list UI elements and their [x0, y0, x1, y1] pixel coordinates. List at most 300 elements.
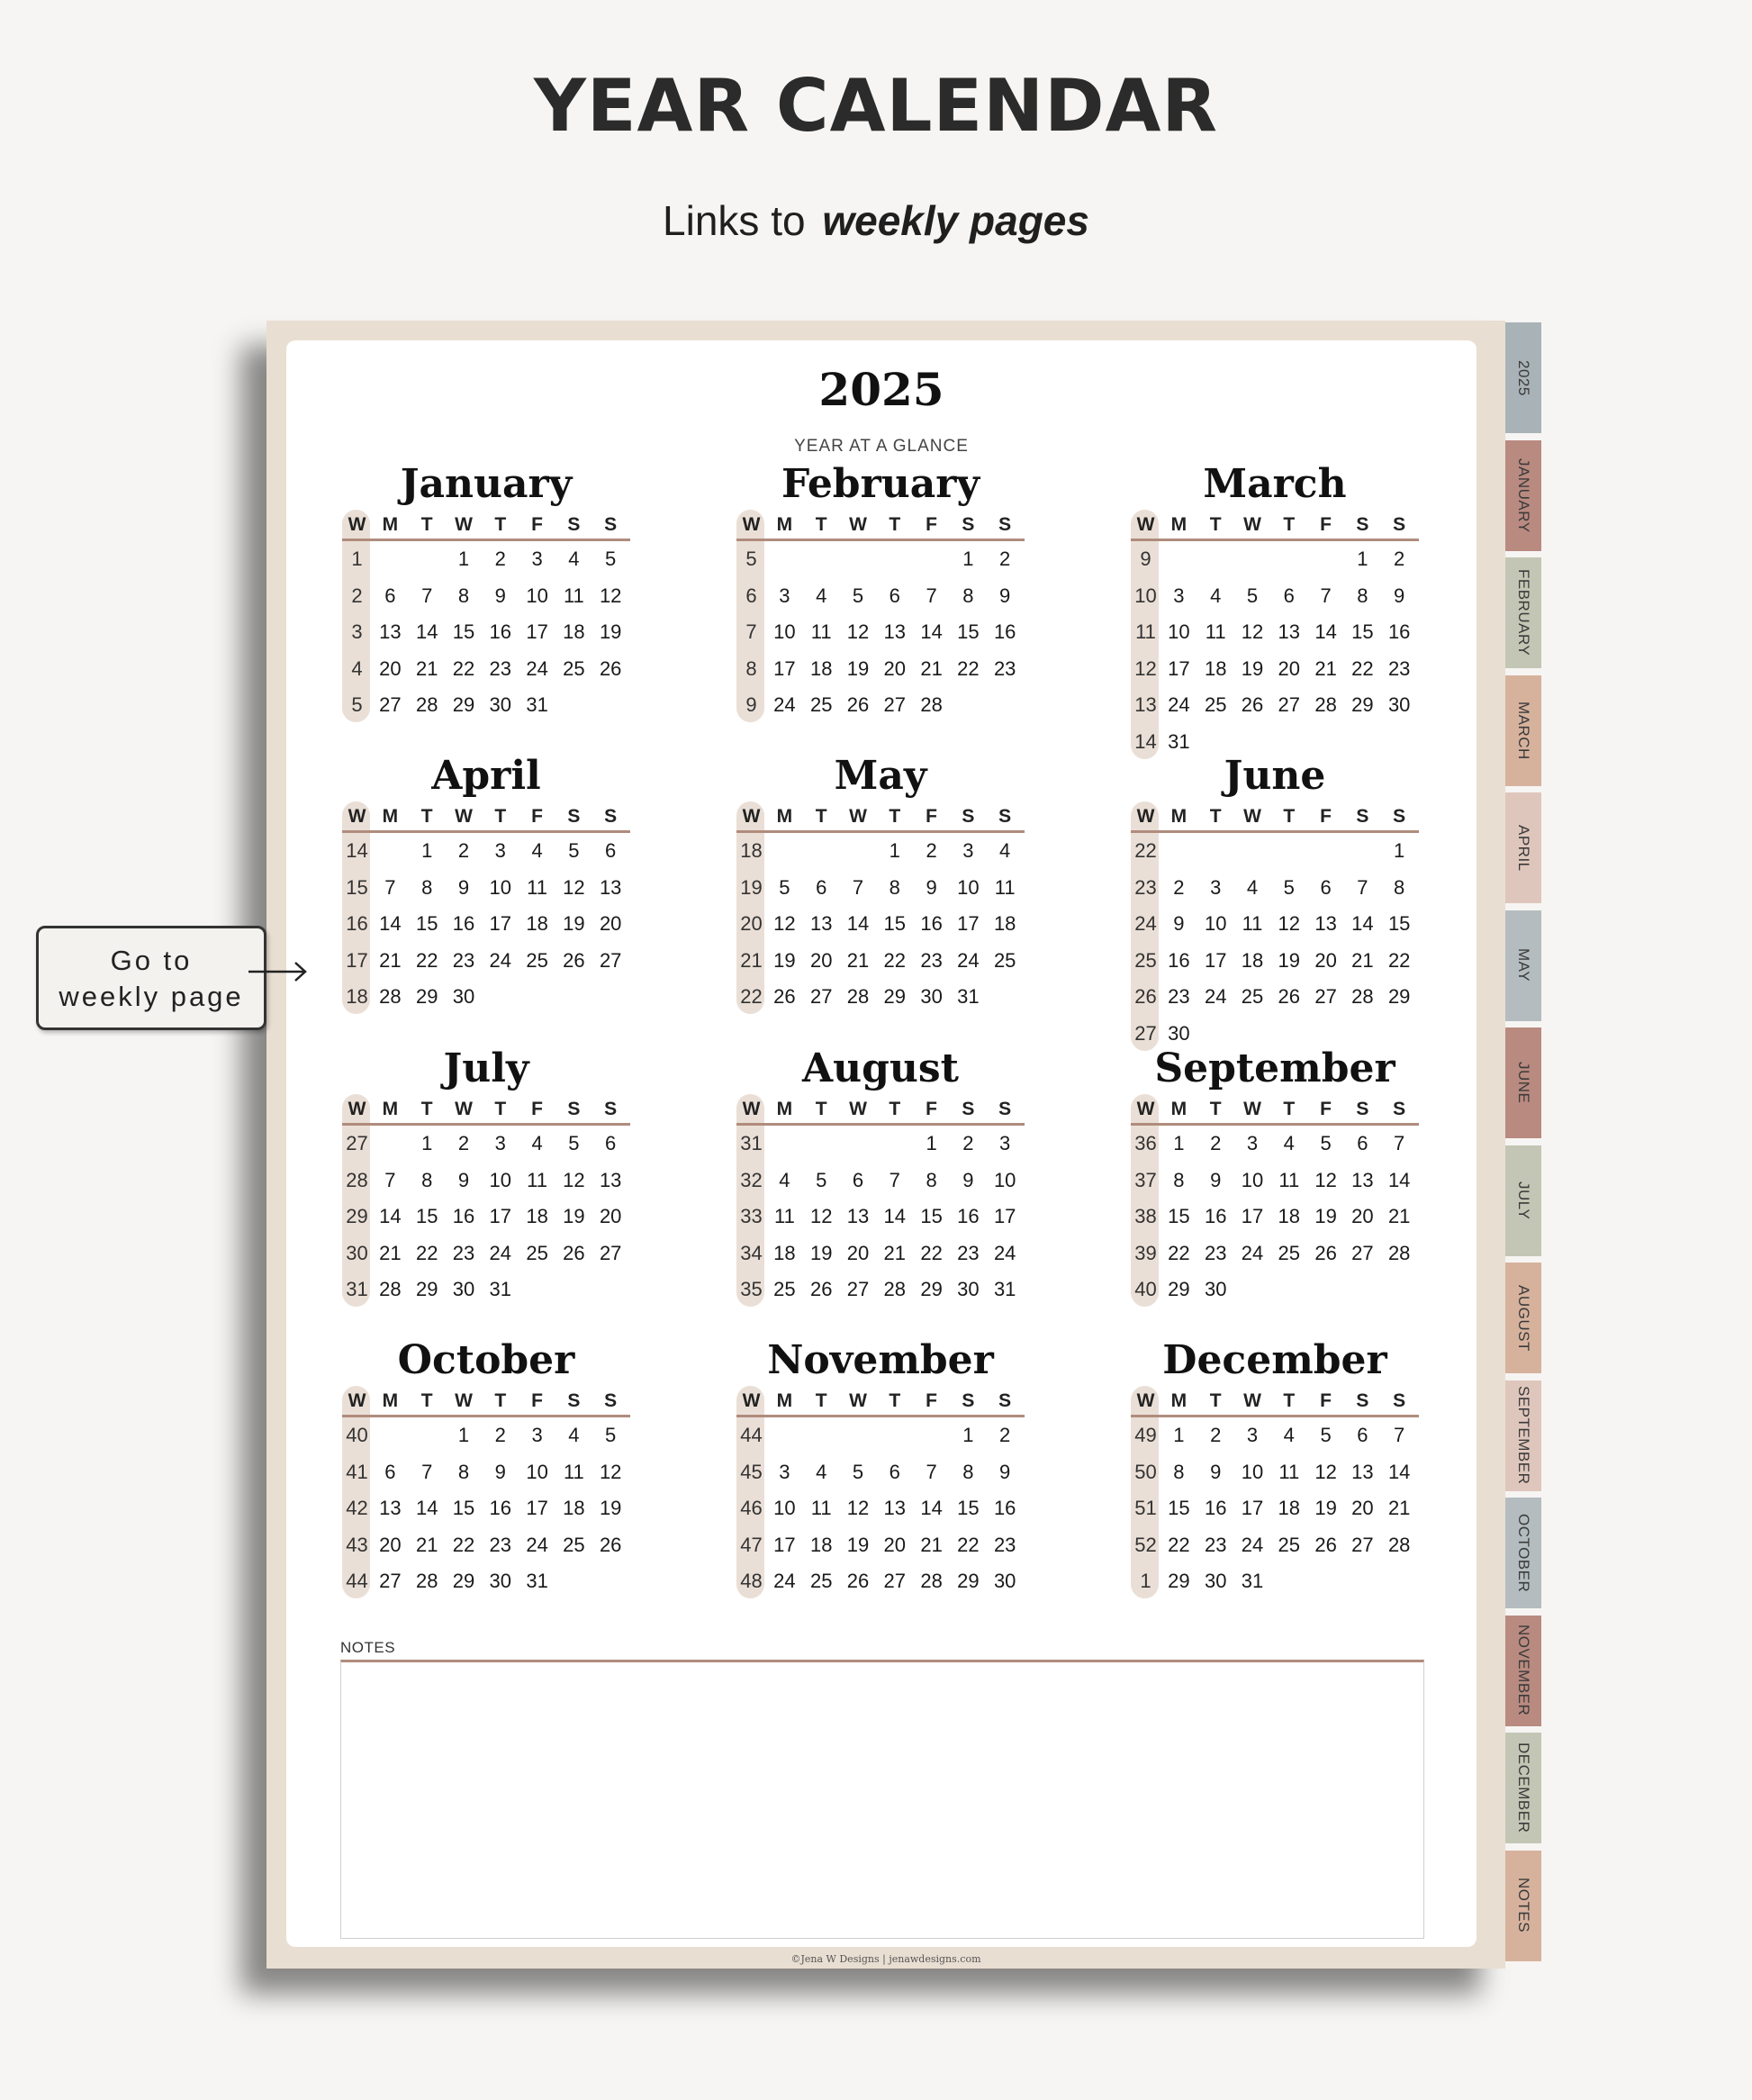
week-row [736, 870, 1025, 907]
week-number-header: W [742, 1099, 761, 1119]
week-number-link[interactable]: 12 [1134, 656, 1157, 680]
day-cell: 24 [489, 1241, 512, 1264]
tab-2025[interactable] [1505, 322, 1541, 436]
week-number-link[interactable]: 31 [346, 1278, 368, 1301]
day-cell: 2 [494, 1424, 506, 1446]
day-cell: 6 [889, 1460, 900, 1483]
weekday-header [736, 803, 1025, 833]
weekday-label: S [962, 514, 975, 535]
day-cell: 12 [563, 1168, 585, 1191]
weekday-label: M [776, 806, 793, 827]
weekday-label: T [1209, 806, 1222, 827]
day-cell: 15 [957, 620, 980, 644]
tab-september[interactable] [1505, 1380, 1541, 1494]
day-cell: 12 [1314, 1168, 1337, 1191]
day-cell: 4 [531, 1132, 543, 1154]
day-cell: 17 [993, 1205, 1016, 1228]
month-name[interactable]: May [834, 753, 927, 799]
tab-march[interactable] [1505, 675, 1541, 789]
day-cell [1270, 833, 1307, 870]
week-number-link[interactable]: 41 [346, 1460, 368, 1483]
week-number-link[interactable]: 8 [745, 656, 757, 680]
weekday-label: T [1209, 1099, 1222, 1119]
week-number-link[interactable]: 17 [346, 948, 368, 972]
tab-november[interactable] [1505, 1616, 1541, 1729]
week-number-link[interactable]: 46 [740, 1497, 763, 1520]
tab-july[interactable] [1505, 1145, 1541, 1259]
day-cell: 27 [1314, 985, 1337, 1009]
day-cell: 11 [563, 584, 584, 607]
weekday-label: S [1393, 806, 1406, 827]
day-cell: 29 [957, 1570, 980, 1593]
week-number-link[interactable]: 9 [745, 693, 757, 717]
day-cell: 12 [599, 584, 622, 607]
weekday-header [342, 1096, 630, 1126]
week-number-link[interactable]: 23 [1134, 875, 1157, 899]
month-name[interactable]: August [802, 1045, 959, 1091]
day-cell [840, 1417, 877, 1454]
week-number-link[interactable]: 27 [346, 1132, 368, 1154]
day-cell: 27 [883, 693, 907, 717]
day-cell: 23 [993, 1533, 1016, 1556]
week-number-link[interactable]: 38 [1134, 1205, 1157, 1228]
week-number-link[interactable]: 43 [346, 1533, 368, 1556]
day-cell: 23 [957, 1241, 980, 1264]
day-cell: 9 [1173, 912, 1185, 936]
day-cell: 13 [599, 1168, 622, 1191]
week-number-link[interactable]: 7 [745, 620, 757, 644]
week-row [736, 1563, 1025, 1600]
day-cell: 10 [957, 875, 980, 899]
day-cell: 28 [1387, 1241, 1411, 1264]
week-number-link[interactable]: 22 [1134, 839, 1157, 862]
day-cell: 11 [1278, 1460, 1300, 1483]
week-row [1131, 1490, 1419, 1527]
day-cell [1234, 1272, 1271, 1308]
week-number-link[interactable]: 51 [1134, 1497, 1157, 1520]
day-cell: 22 [1351, 656, 1374, 680]
month-name[interactable]: September [1154, 1045, 1395, 1091]
day-cell [409, 1417, 446, 1454]
weekday-label: F [926, 514, 937, 535]
month-name[interactable]: February [781, 461, 980, 507]
tab-august[interactable] [1505, 1263, 1541, 1376]
month-name[interactable]: April [431, 753, 541, 799]
week-row [1131, 1527, 1419, 1564]
day-cell: 7 [421, 584, 433, 607]
day-cell: 24 [1241, 1241, 1264, 1264]
day-cell: 26 [773, 985, 796, 1009]
weekday-label: F [926, 1390, 937, 1411]
weekday-label: M [1170, 1390, 1188, 1411]
day-cell: 4 [531, 839, 543, 862]
week-number-link[interactable]: 16 [346, 912, 368, 936]
day-cell: 27 [599, 1241, 622, 1264]
week-row [342, 541, 630, 578]
week-number-link[interactable]: 45 [740, 1460, 763, 1483]
month-january [342, 459, 630, 744]
week-number-link[interactable]: 18 [740, 839, 763, 862]
week-number-link[interactable]: 13 [1134, 693, 1157, 717]
day-cell: 3 [999, 1132, 1011, 1154]
week-row [736, 687, 1025, 724]
day-cell: 27 [599, 948, 622, 972]
day-cell [555, 687, 592, 724]
day-cell: 5 [1283, 875, 1295, 899]
day-cell [1344, 833, 1381, 870]
week-row [1131, 1163, 1419, 1199]
day-cell: 19 [599, 620, 622, 644]
day-cell: 13 [379, 1497, 402, 1520]
weekday-label: T [889, 514, 901, 535]
week-number-link[interactable]: 3 [351, 620, 363, 644]
day-cell: 24 [1204, 985, 1227, 1009]
tab-february[interactable] [1505, 557, 1541, 671]
weekday-label: M [776, 514, 793, 535]
day-cell: 16 [452, 1205, 475, 1228]
day-cell: 19 [1314, 1205, 1337, 1228]
day-cell: 11 [994, 875, 1016, 899]
day-cell: 14 [415, 620, 438, 644]
day-cell: 8 [926, 1168, 937, 1191]
tab-december[interactable] [1505, 1733, 1541, 1846]
week-number-link[interactable]: 39 [1134, 1241, 1157, 1264]
day-cell: 26 [1314, 1533, 1337, 1556]
weekday-label: F [1320, 1099, 1332, 1119]
day-cell: 22 [415, 948, 438, 972]
week-row [1131, 1417, 1419, 1454]
weekday-label: W [1243, 514, 1261, 535]
day-cell: 10 [526, 584, 548, 607]
week-number-link[interactable]: 22 [740, 985, 763, 1009]
day-cell [766, 541, 803, 578]
weekday-label: W [455, 1099, 473, 1119]
tab-label: AUGUST [1515, 1284, 1532, 1352]
week-row [1131, 1563, 1419, 1600]
week-number-link[interactable]: 52 [1134, 1533, 1157, 1556]
day-cell: 26 [599, 656, 622, 680]
week-number-link[interactable]: 5 [745, 548, 757, 570]
day-cell: 14 [379, 1205, 402, 1228]
month-name[interactable]: January [400, 461, 573, 507]
week-number-link[interactable]: 19 [740, 875, 763, 899]
year-title: 2025 [818, 363, 944, 416]
week-number-link[interactable]: 49 [1134, 1424, 1157, 1446]
month-name[interactable]: July [443, 1045, 529, 1091]
day-cell: 8 [457, 1460, 470, 1483]
week-number-link[interactable]: 48 [740, 1570, 763, 1593]
tab-notes[interactable] [1505, 1851, 1541, 1964]
day-cell: 31 [526, 1570, 548, 1593]
day-cell: 8 [457, 584, 470, 607]
day-cell [555, 979, 592, 1016]
tab-label: APRIL [1515, 824, 1532, 872]
month-name[interactable]: October [397, 1337, 575, 1383]
day-cell: 20 [809, 948, 833, 972]
weekday-label: S [567, 514, 581, 535]
day-cell: 19 [563, 1205, 585, 1228]
week-number-link[interactable]: 14 [1134, 730, 1157, 753]
day-cell: 22 [1387, 948, 1411, 972]
week-number-link[interactable]: 14 [346, 839, 368, 862]
day-cell: 11 [527, 875, 547, 899]
week-number-link[interactable]: 40 [346, 1424, 368, 1446]
week-number-link[interactable]: 40 [1134, 1278, 1157, 1301]
week-number-link[interactable]: 1 [1140, 1570, 1151, 1593]
weekday-header [1131, 1388, 1419, 1417]
day-cell: 12 [846, 1497, 870, 1520]
day-cell: 5 [816, 1168, 827, 1191]
weekday-label: T [1209, 1390, 1222, 1411]
week-number-link[interactable]: 4 [351, 656, 363, 680]
day-cell: 13 [1278, 620, 1301, 644]
day-cell [372, 1417, 409, 1454]
day-cell: 16 [1168, 948, 1190, 972]
day-cell: 23 [1204, 1533, 1227, 1556]
week-number-link[interactable]: 32 [740, 1168, 763, 1191]
day-cell: 10 [1241, 1168, 1264, 1191]
day-cell: 1 [889, 839, 900, 862]
subtitle-prefix: Links to [663, 197, 806, 244]
day-cell: 10 [993, 1168, 1016, 1191]
day-cell [876, 1417, 913, 1454]
day-cell: 8 [1394, 875, 1405, 899]
weekday-label: T [815, 1099, 827, 1119]
day-cell: 6 [889, 584, 900, 607]
week-number-link[interactable]: 1 [351, 548, 363, 570]
tab-may[interactable] [1505, 910, 1541, 1024]
week-number-link[interactable]: 20 [740, 912, 763, 936]
day-cell [803, 1126, 840, 1163]
day-cell [1197, 833, 1234, 870]
week-number-link[interactable]: 44 [346, 1570, 368, 1593]
week-number-link[interactable]: 34 [740, 1241, 763, 1264]
weekday-label: M [1170, 514, 1188, 535]
day-cell: 28 [1314, 693, 1337, 717]
day-cell [1234, 833, 1271, 870]
week-number-link[interactable]: 11 [1135, 620, 1156, 644]
weekday-label: S [998, 806, 1012, 827]
week-row [342, 833, 630, 870]
day-cell: 15 [1168, 1497, 1190, 1520]
week-number-link[interactable]: 18 [346, 985, 368, 1009]
week-number-link[interactable]: 33 [740, 1205, 763, 1228]
month-name[interactable]: November [767, 1337, 994, 1383]
day-cell [803, 1417, 840, 1454]
day-cell: 10 [773, 1497, 796, 1520]
tab-january[interactable] [1505, 440, 1541, 554]
week-number-link[interactable]: 30 [346, 1241, 368, 1264]
week-number-link[interactable]: 9 [1140, 548, 1151, 570]
day-cell: 30 [1204, 1570, 1227, 1593]
day-cell: 29 [883, 985, 907, 1009]
weekday-label: F [1320, 1390, 1332, 1411]
tab-june[interactable] [1505, 1027, 1541, 1141]
week-row [1131, 1272, 1419, 1308]
day-cell: 17 [1204, 948, 1227, 972]
week-number-link[interactable]: 24 [1134, 912, 1157, 936]
week-row [342, 870, 630, 907]
week-number-link[interactable]: 42 [346, 1497, 368, 1520]
page-subtitle [0, 197, 1752, 244]
week-row [342, 651, 630, 688]
tab-label: 2025 [1515, 359, 1532, 396]
day-cell: 2 [1210, 1132, 1222, 1154]
week-number-link[interactable]: 29 [346, 1205, 368, 1228]
weekday-label: T [889, 806, 901, 827]
day-cell: 21 [379, 948, 402, 972]
week-number-link[interactable]: 5 [351, 693, 363, 717]
day-cell: 16 [920, 912, 943, 936]
weekday-label: S [604, 514, 618, 535]
week-number-header: W [348, 806, 366, 827]
weekday-label: W [849, 806, 867, 827]
weekday-label: T [420, 1390, 433, 1411]
week-number-link[interactable]: 50 [1134, 1460, 1157, 1483]
weekday-label: S [1356, 514, 1369, 535]
day-cell: 25 [773, 1278, 796, 1301]
week-number-link[interactable]: 6 [745, 584, 757, 607]
week-row [342, 1236, 630, 1272]
day-cell: 17 [1241, 1205, 1264, 1228]
day-cell: 4 [1283, 1132, 1295, 1154]
day-cell: 7 [889, 1168, 900, 1191]
day-cell: 23 [1168, 985, 1190, 1009]
day-cell [519, 1272, 555, 1308]
week-number-link[interactable]: 21 [740, 948, 763, 972]
day-cell: 2 [1394, 548, 1405, 570]
day-cell: 7 [421, 1460, 433, 1483]
week-row [1131, 979, 1419, 1016]
day-cell [482, 979, 519, 1016]
weekday-label: T [1283, 514, 1296, 535]
day-cell: 4 [568, 548, 580, 570]
weekday-label: S [962, 806, 975, 827]
day-cell [592, 979, 629, 1016]
months-grid [342, 459, 1431, 1630]
month-name[interactable]: June [1224, 753, 1326, 799]
day-cell: 29 [1387, 985, 1411, 1009]
weekday-header [1131, 511, 1419, 541]
day-cell: 14 [883, 1205, 907, 1228]
day-cell [1307, 1272, 1344, 1308]
day-cell: 26 [1314, 1241, 1337, 1264]
weekday-label: W [849, 1099, 867, 1119]
week-row [736, 1236, 1025, 1272]
day-cell: 8 [889, 875, 900, 899]
weekday-label: T [1283, 1099, 1296, 1119]
day-cell: 22 [920, 1241, 943, 1264]
day-cell: 16 [993, 620, 1016, 644]
day-cell: 5 [1320, 1424, 1332, 1446]
day-cell: 16 [1204, 1497, 1227, 1520]
day-cell [766, 833, 803, 870]
weekday-label: T [1283, 806, 1296, 827]
week-number-link[interactable]: 26 [1134, 985, 1157, 1009]
day-cell: 8 [1357, 584, 1368, 607]
day-cell: 29 [1168, 1278, 1190, 1301]
day-cell: 22 [957, 1533, 980, 1556]
day-cell: 30 [920, 985, 943, 1009]
week-row [342, 1417, 630, 1454]
day-cell [1307, 541, 1344, 578]
weekday-label: M [776, 1390, 793, 1411]
week-row [736, 1490, 1025, 1527]
day-cell: 12 [1278, 912, 1301, 936]
day-cell: 3 [494, 839, 506, 862]
weekday-label: S [604, 1099, 618, 1119]
week-number-link[interactable]: 35 [740, 1278, 763, 1301]
day-cell: 10 [489, 1168, 512, 1191]
week-number-header: W [742, 514, 761, 535]
month-name[interactable]: March [1203, 461, 1347, 507]
day-cell [1344, 1563, 1381, 1600]
week-number-link[interactable]: 28 [346, 1168, 368, 1191]
week-row [342, 979, 630, 1016]
day-cell: 19 [809, 1241, 833, 1264]
day-cell: 28 [415, 693, 438, 717]
day-cell: 20 [1314, 948, 1337, 972]
week-number-link[interactable]: 25 [1134, 948, 1157, 972]
day-cell: 10 [773, 620, 796, 644]
day-cell: 13 [379, 620, 402, 644]
day-cell: 4 [816, 1460, 827, 1483]
day-cell: 12 [563, 875, 585, 899]
day-cell: 30 [489, 693, 512, 717]
weekday-label: W [849, 514, 867, 535]
weekday-label: T [420, 514, 433, 535]
week-number-link[interactable]: 15 [346, 875, 368, 899]
day-cell: 5 [1320, 1132, 1332, 1154]
week-row [736, 1454, 1025, 1491]
week-number-link[interactable]: 10 [1134, 584, 1157, 607]
day-cell: 20 [379, 656, 402, 680]
month-name[interactable]: December [1162, 1337, 1387, 1383]
week-number-link[interactable]: 44 [740, 1424, 763, 1446]
tab-october[interactable] [1505, 1498, 1541, 1611]
day-cell: 4 [568, 1424, 580, 1446]
week-number-link[interactable]: 47 [740, 1533, 763, 1556]
week-row [1131, 833, 1419, 870]
callout-line-1: Go to [110, 945, 193, 976]
week-number-link[interactable]: 27 [1134, 1022, 1157, 1045]
day-cell: 18 [809, 656, 833, 680]
day-cell: 21 [846, 948, 870, 972]
weekday-label: S [998, 514, 1012, 535]
week-number-link[interactable]: 2 [351, 584, 363, 607]
day-cell: 20 [1278, 656, 1301, 680]
day-cell [555, 1563, 592, 1600]
tab-april[interactable] [1505, 792, 1541, 906]
month-november [736, 1335, 1025, 1620]
weekday-header [736, 1096, 1025, 1126]
day-cell: 1 [962, 1424, 974, 1446]
weekday-label: F [531, 806, 543, 827]
day-cell: 6 [1283, 584, 1295, 607]
week-number-link[interactable]: 36 [1134, 1132, 1157, 1154]
day-cell: 17 [1168, 656, 1190, 680]
weekday-label: W [455, 514, 473, 535]
day-cell: 28 [846, 985, 870, 1009]
day-cell: 2 [999, 548, 1011, 570]
weekday-label: M [382, 514, 399, 535]
day-cell: 17 [1241, 1497, 1264, 1520]
day-cell: 28 [379, 1278, 402, 1301]
notes-area[interactable] [340, 1660, 1424, 1939]
callout-line-2: weekly page [59, 981, 244, 1012]
week-number-link[interactable]: 37 [1134, 1168, 1157, 1191]
week-number-link[interactable]: 31 [740, 1132, 763, 1154]
